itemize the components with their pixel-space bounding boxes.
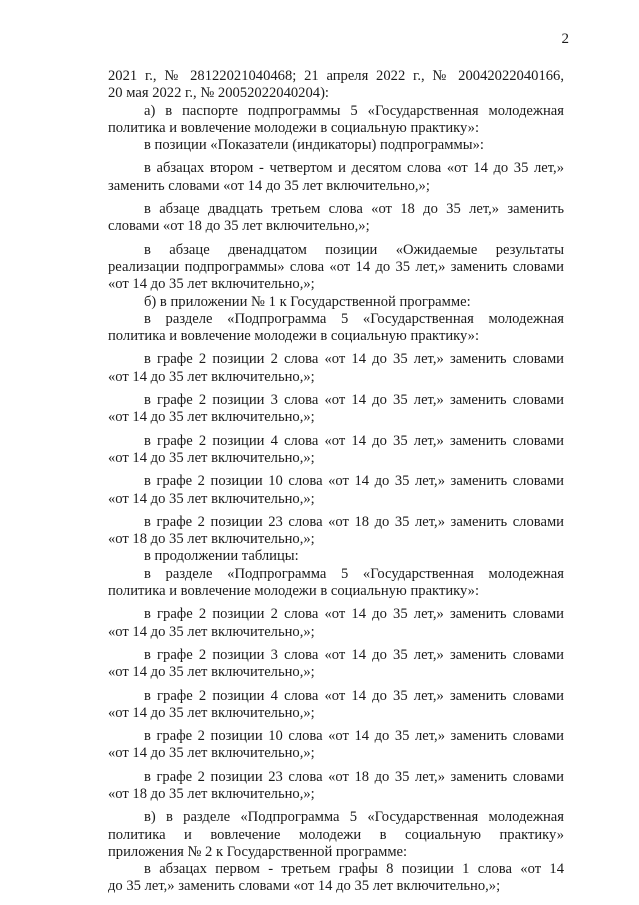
text-line: в графе 2 позиции 4 слова «от 14 до 35 лет,» заменить словами xyxy=(144,687,564,704)
text-line: в графе 2 позиции 4 слова «от 14 до 35 лет,» заменить словами xyxy=(144,432,564,449)
text-line: в графе 2 позиции 3 слова «от 14 до 35 лет,» заменить словами xyxy=(144,646,564,663)
text-line: в графе 2 позиции 2 слова «от 14 до 35 лет,» заменить словами xyxy=(144,606,564,623)
text-line: в абзацах первом - третьем графы 8 позиции 1 слова «от 14 xyxy=(144,861,564,878)
text-line: «от 14 до 35 лет включительно,»; xyxy=(108,664,315,681)
text-line: «от 18 до 35 лет включительно,»; xyxy=(108,785,315,802)
text-line: в абзаце двадцать третьем слова «от 18 до 35 лет,» заменить xyxy=(144,201,564,218)
text-line: в графе 2 позиции 23 слова «от 18 до 35 лет,» заменить словами xyxy=(144,513,564,530)
text-line: заменить словами «от 14 до 35 лет включительно,»; xyxy=(108,177,430,194)
page-number: 2 xyxy=(561,31,569,47)
text-line: 2021 г., № 28122021040468; 21 апреля 2022 г., № 20042022040166, xyxy=(108,68,564,84)
document-body xyxy=(108,68,564,896)
text-line: политика и вовлечение молодежи в социальную практику»: xyxy=(108,328,480,345)
text-line: в графе 2 позиции 23 слова «от 18 до 35 лет,» заменить словами xyxy=(144,768,564,785)
text-line: до 35 лет,» заменить словами «от 14 до 35 лет включительно,»; xyxy=(108,878,501,895)
text-line: «от 14 до 35 лет включительно,»; xyxy=(108,745,315,762)
text-line: в абзаце двенадцатом позиции «Ожидаемые результаты xyxy=(144,241,564,258)
text-line: реализации подпрограммы» слова «от 14 до 35 лет,» заменить словами xyxy=(108,258,564,275)
text-line: в продолжении таблицы: xyxy=(144,548,299,565)
text-line: политика и вовлечение молодежи в социальную практику» xyxy=(108,826,564,843)
text-line: 20 мая 2022 г., № 20052022040204): xyxy=(108,85,329,102)
text-line: «от 14 до 35 лет включительно,»; xyxy=(108,623,315,640)
text-line: «от 14 до 35 лет включительно,»; xyxy=(108,704,315,721)
text-line: в) в разделе «Подпрограмма 5 «Государственная молодежная xyxy=(144,809,564,826)
text-line: в разделе «Подпрограмма 5 «Государственная молодежная xyxy=(144,565,564,582)
text-line: в позиции «Показатели (индикаторы) подпрограммы»: xyxy=(144,137,484,154)
text-line: в графе 2 позиции 10 слова «от 14 до 35 лет,» заменить словами xyxy=(144,728,564,745)
text-line: «от 14 до 35 лет включительно,»; xyxy=(108,368,315,385)
text-line: политика и вовлечение молодежи в социальную практику»: xyxy=(108,583,480,600)
text-line: в графе 2 позиции 10 слова «от 14 до 35 лет,» заменить словами xyxy=(144,473,564,490)
text-line: политика и вовлечение молодежи в социальную практику»: xyxy=(108,119,480,136)
text-line: в разделе «Подпрограмма 5 «Государственная молодежная xyxy=(144,310,564,327)
text-line: «от 18 до 35 лет включительно,»; xyxy=(108,531,315,548)
text-line: в абзацах втором - четвертом и десятом слова «от 14 до 35 лет,» xyxy=(144,160,564,177)
text-line: «от 14 до 35 лет включительно,»; xyxy=(108,490,315,507)
text-line: а) в паспорте подпрограммы 5 «Государственная молодежная xyxy=(144,102,564,119)
text-line: «от 14 до 35 лет включительно,»; xyxy=(108,449,315,466)
text-line: словами «от 18 до 35 лет включительно,»; xyxy=(108,218,370,235)
text-line: б) в приложении № 1 к Государственной программе: xyxy=(144,293,471,310)
text-line: «от 14 до 35 лет включительно,»; xyxy=(108,409,315,426)
text-line: «от 14 до 35 лет включительно,»; xyxy=(108,276,315,293)
text-line: приложения № 2 к Государственной программе: xyxy=(108,843,408,860)
text-line: в графе 2 позиции 3 слова «от 14 до 35 лет,» заменить словами xyxy=(144,392,564,409)
text-line: в графе 2 позиции 2 слова «от 14 до 35 лет,» заменить словами xyxy=(144,351,564,368)
